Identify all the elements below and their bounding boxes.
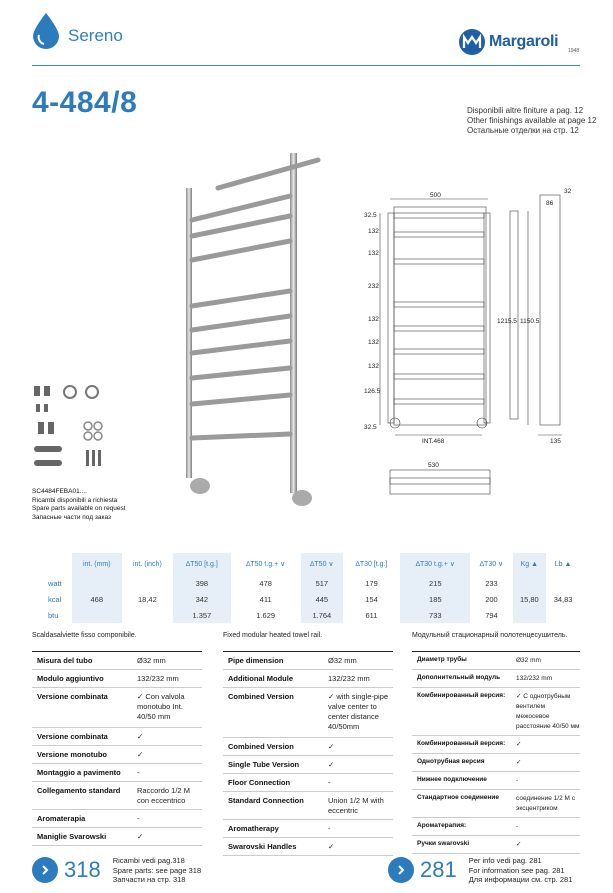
page-ref-number: 281 [420, 857, 457, 883]
table-row: Однотрубная версия ✓ [412, 754, 580, 772]
footer-info-link[interactable]: 281 Per info vedi pag. 281 For information see pag. 281 Для информации см. стр. 281 [388, 856, 572, 885]
spec-table-it [32, 651, 202, 846]
dim-height-total: 1215.5 [497, 318, 517, 325]
header-divider [32, 65, 580, 66]
chevron-right-icon [32, 857, 58, 883]
spec-title-en: Fixed modular heated towel rail. [223, 632, 323, 639]
model-number: 4-484/8 [32, 86, 138, 119]
table-row: Стандартное соединение соединение 1/2 M с эксцентриком [412, 790, 580, 818]
finishes-note: Disponibili altre finiture a pag. 12 Other finishings available at page 12 Остальные отделки на стр. 12 [467, 106, 597, 135]
table-row: Combined Version ✓ with single-pipe valve center to center distance 40/50mm [223, 688, 393, 738]
table-row: Диаметр трубы Ø32 mm [412, 651, 580, 670]
dim-spacing-7: 126.5 [364, 388, 381, 395]
dim-spacing-5: 132 [368, 339, 379, 346]
chevron-right-icon [388, 857, 414, 883]
table-row: Maniglie Svarowski ✓ [32, 828, 202, 846]
table-row: kcal 342 411 445 154 185 200 [32, 591, 580, 607]
spare-parts-image [30, 380, 110, 480]
spare-parts-note: SC4484FEBA01.... Ricambi disponibili a richiesta Spare parts available on request Запасные части под заказ [32, 488, 126, 521]
spec-title-it: Scaldasalviette fisso componibile. [32, 632, 137, 639]
dim-interaxis: INT.468 [422, 438, 445, 445]
dim-width: 500 [430, 192, 441, 199]
table-row: Pipe dimension Ø32 mm [223, 651, 393, 670]
table-row: Versione combinata ✓ Con valvola monotubo Int. 40/50 mm [32, 688, 202, 728]
table-row: Modulo aggiuntivo 132/232 mm [32, 670, 202, 688]
weight-icon: ▲ [531, 560, 539, 568]
logo-text: Margaroli [489, 33, 559, 50]
table-row: Combined Version ✓ [223, 738, 393, 756]
dim-bottom-width: 530 [428, 462, 439, 469]
table-row: watt 468 18,42 398 478 517 179 215 233 15,80 34,83 [32, 575, 580, 591]
logo-year: 1948 [568, 48, 580, 54]
towel-rail-photo [178, 148, 328, 508]
spec-title-ru: Модульный стационарный полотенцесушитель. [412, 632, 568, 639]
spec-table-en [223, 651, 393, 856]
table-row: Swarovski Handles ✓ [223, 838, 393, 856]
dim-bottom: 32.5 [364, 424, 377, 431]
table-row: Collegamento standard Raccordo 1/2 M con eccentrico [32, 782, 202, 810]
spec-table-ru [412, 651, 580, 854]
brand-logo [458, 28, 580, 56]
table-row: Нижнее подключение - [412, 772, 580, 790]
table-row: Ароматерапия: - [412, 818, 580, 836]
dim-spacing-3: 232 [368, 283, 379, 290]
table-row: Floor Connection - [223, 774, 393, 792]
dim-offset: 32 [564, 188, 572, 195]
dim-depth: 86 [546, 200, 554, 207]
table-row: Versione combinata ✓ [32, 728, 202, 746]
dim-spacing-1: 132 [368, 228, 379, 235]
table-row: btu 1.357 1.629 1.764 611 733 794 [32, 607, 580, 623]
footer-spare-link[interactable]: 318 Ricambi vedi pag.318 Spare parts: see page 318 Запчасти на стр. 318 [32, 856, 201, 885]
page-ref-number: 318 [64, 857, 101, 883]
dim-spacing-2: 132 [368, 250, 379, 257]
table-row: Aromatherapy - [223, 820, 393, 838]
collection-name: Sereno [68, 26, 123, 45]
table-row: Versione monotubo ✓ [32, 746, 202, 764]
table-row: Aromaterapia - [32, 810, 202, 828]
table-row: Комбинированный версия: ✓ С однотрубным вентилем межосевое расстояние 40/50 мм [412, 688, 580, 736]
table-row: Additional Module 132/232 mm [223, 670, 393, 688]
weight-icon: ▲ [564, 560, 572, 568]
table-row: Ручки swarovski ✓ [412, 836, 580, 854]
dim-projection: 135 [550, 438, 561, 445]
table-row: Standard Connection Union 1/2 M with eccentric [223, 792, 393, 820]
table-row: Дополнительный модуль 132/232 mm [412, 670, 580, 688]
performance-table: int. (mm) int. (inch) ∆T50 [t.g.] ∆T50 t.g.+ ∨ ∆T50 ∨ ∆T30 [t.g.] ∆T30 t.g.+ ∨ ∆T30 ∨ Kg ▲ Lb ▲ watt 468 18,42 398 478 517 179 215 233 15,80 34,83 kcal 342 411 445 154 185 200 btu 1.357 1.629 1.764 611 733 794 [32, 553, 580, 623]
table-row: Single Tube Version ✓ [223, 756, 393, 774]
dim-spacing-4: 132 [368, 316, 379, 323]
technical-drawing [360, 185, 580, 505]
dim-height-axis: 1150.5 [520, 318, 540, 325]
dim-spacing-6: 132 [368, 363, 379, 370]
table-row: Montaggio a pavimento - [32, 764, 202, 782]
table-row: Комбинированный версия: ✓ [412, 736, 580, 754]
dim-top: 32.5 [364, 212, 377, 219]
table-row: Misura del tubo Ø32 mm [32, 651, 202, 670]
water-drop-icon [33, 13, 59, 54]
margaroli-logo-icon [458, 28, 486, 56]
